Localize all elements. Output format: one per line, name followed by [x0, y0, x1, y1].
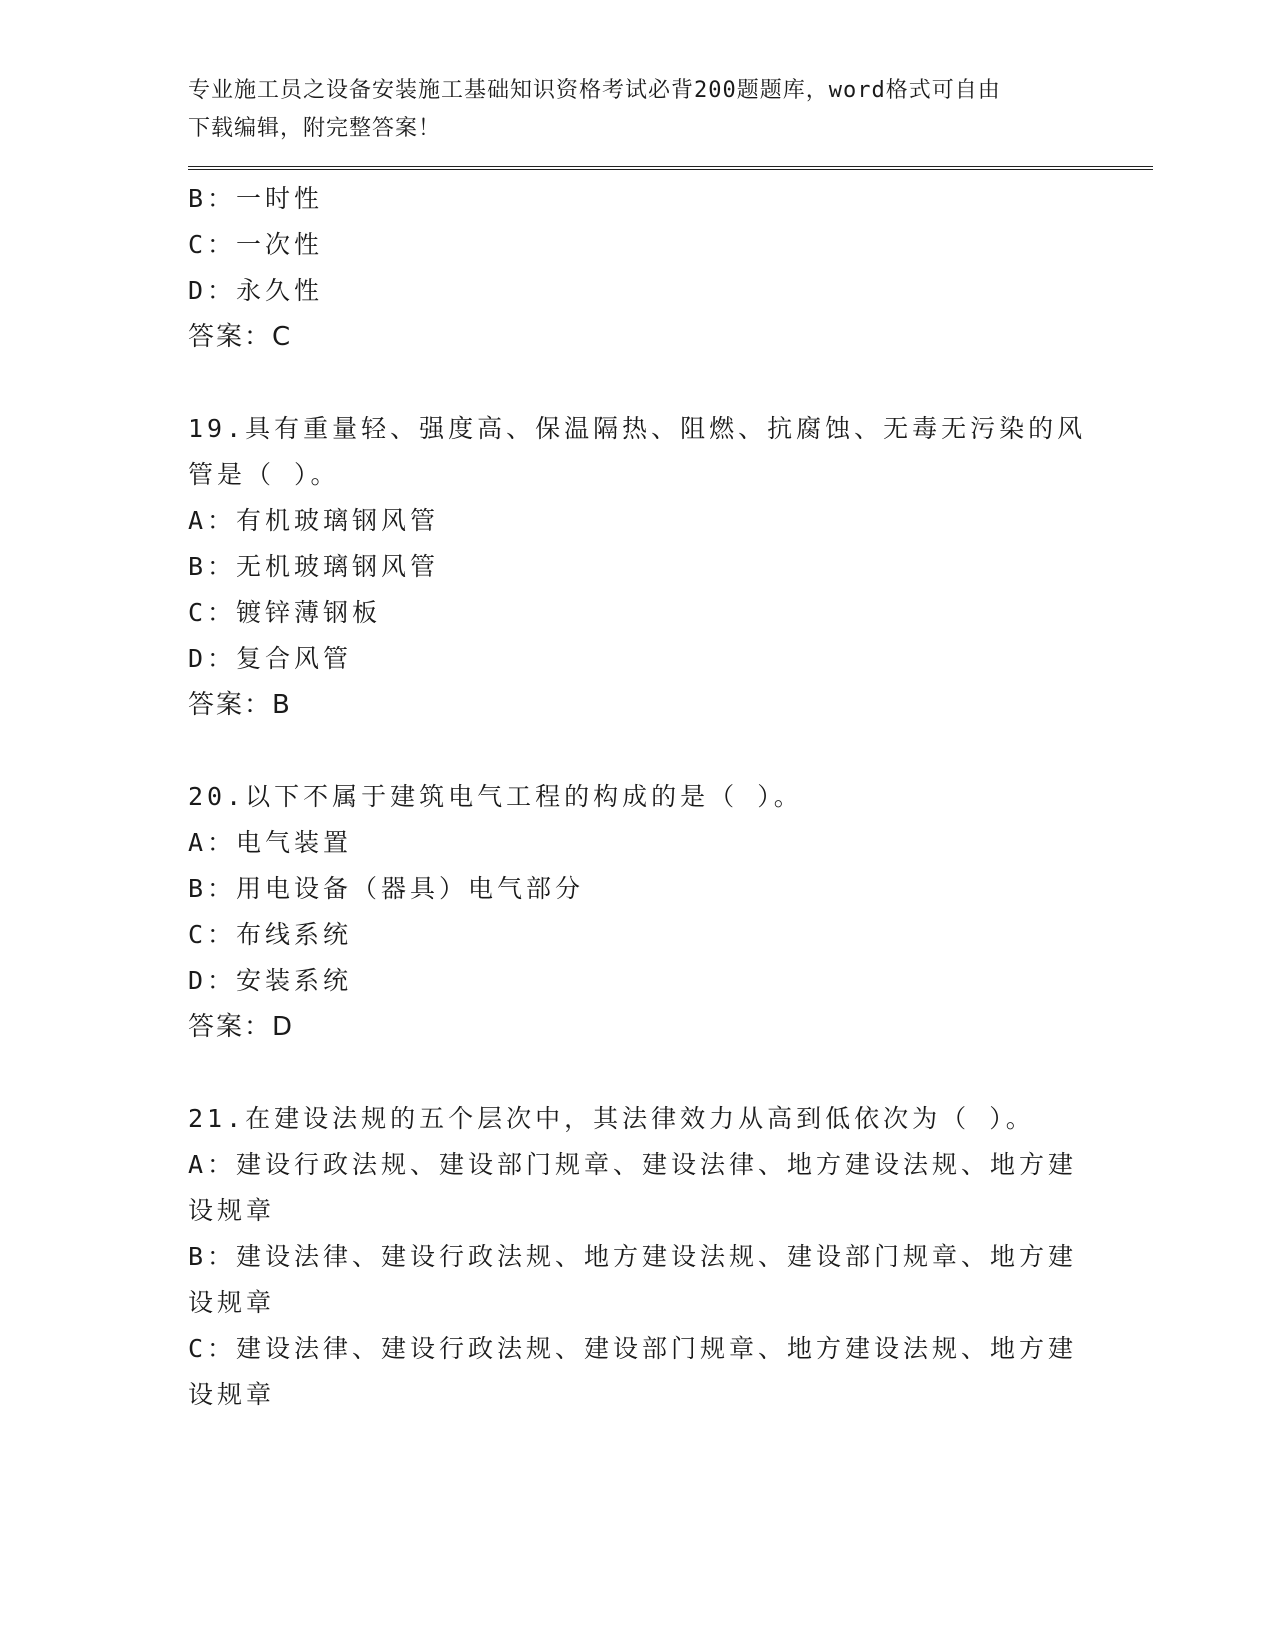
- option-c: C：一次性: [188, 230, 324, 259]
- option-a-line-2: 设规章: [188, 1196, 276, 1225]
- header-divider: [188, 166, 1153, 170]
- option-d: D：复合风管: [188, 644, 353, 673]
- option-a: A：电气装置: [188, 828, 353, 857]
- option-a: A：有机玻璃钢风管: [188, 506, 440, 535]
- spacer: [188, 360, 1088, 406]
- option-a-line-1: A：建设行政法规、建设部门规章、建设法律、地方建设法规、地方建: [188, 1150, 1078, 1179]
- option-c: C：布线系统: [188, 920, 353, 949]
- spacer: [188, 728, 1088, 774]
- question-stem: 20.以下不属于建筑电气工程的构成的是（ ）。: [188, 782, 803, 811]
- question-stem: 21.在建设法规的五个层次中，其法律效力从高到低依次为（ ）。: [188, 1104, 1035, 1133]
- question-18-tail: [188, 176, 1088, 360]
- answer: 答案：C: [188, 322, 293, 352]
- option-b-line-2: 设规章: [188, 1288, 276, 1317]
- question-20: [188, 774, 1088, 1050]
- header-title-line-2: 下载编辑，附完整答案！: [188, 116, 442, 141]
- option-c: C：镀锌薄钢板: [188, 598, 382, 627]
- option-c-line-1: C：建设法律、建设行政法规、建设部门规章、地方建设法规、地方建: [188, 1334, 1078, 1363]
- option-d: D：永久性: [188, 276, 324, 305]
- option-c-line-2: 设规章: [188, 1380, 276, 1409]
- option-b: B：用电设备（器具）电气部分: [188, 874, 585, 903]
- question-21: [188, 1096, 1088, 1418]
- spacer: [188, 1050, 1088, 1096]
- option-b: B：无机玻璃钢风管: [188, 552, 440, 581]
- document-page: [188, 72, 1088, 1418]
- answer: 答案：D: [188, 1012, 295, 1042]
- document-header: [188, 72, 1088, 148]
- option-b: B：一时性: [188, 184, 324, 213]
- question-content: [188, 176, 1088, 1418]
- header-title-line-1: 专业施工员之设备安装施工基础知识资格考试必背200题题库，word格式可自由: [188, 78, 1001, 103]
- question-stem-line-2: 管是（ ）。: [188, 460, 340, 489]
- answer: 答案：B: [188, 690, 292, 720]
- option-b-line-1: B：建设法律、建设行政法规、地方建设法规、建设部门规章、地方建: [188, 1242, 1078, 1271]
- question-19: [188, 406, 1088, 728]
- question-stem-line-1: 19.具有重量轻、强度高、保温隔热、阻燃、抗腐蚀、无毒无污染的风: [188, 414, 1087, 443]
- option-d: D：安装系统: [188, 966, 353, 995]
